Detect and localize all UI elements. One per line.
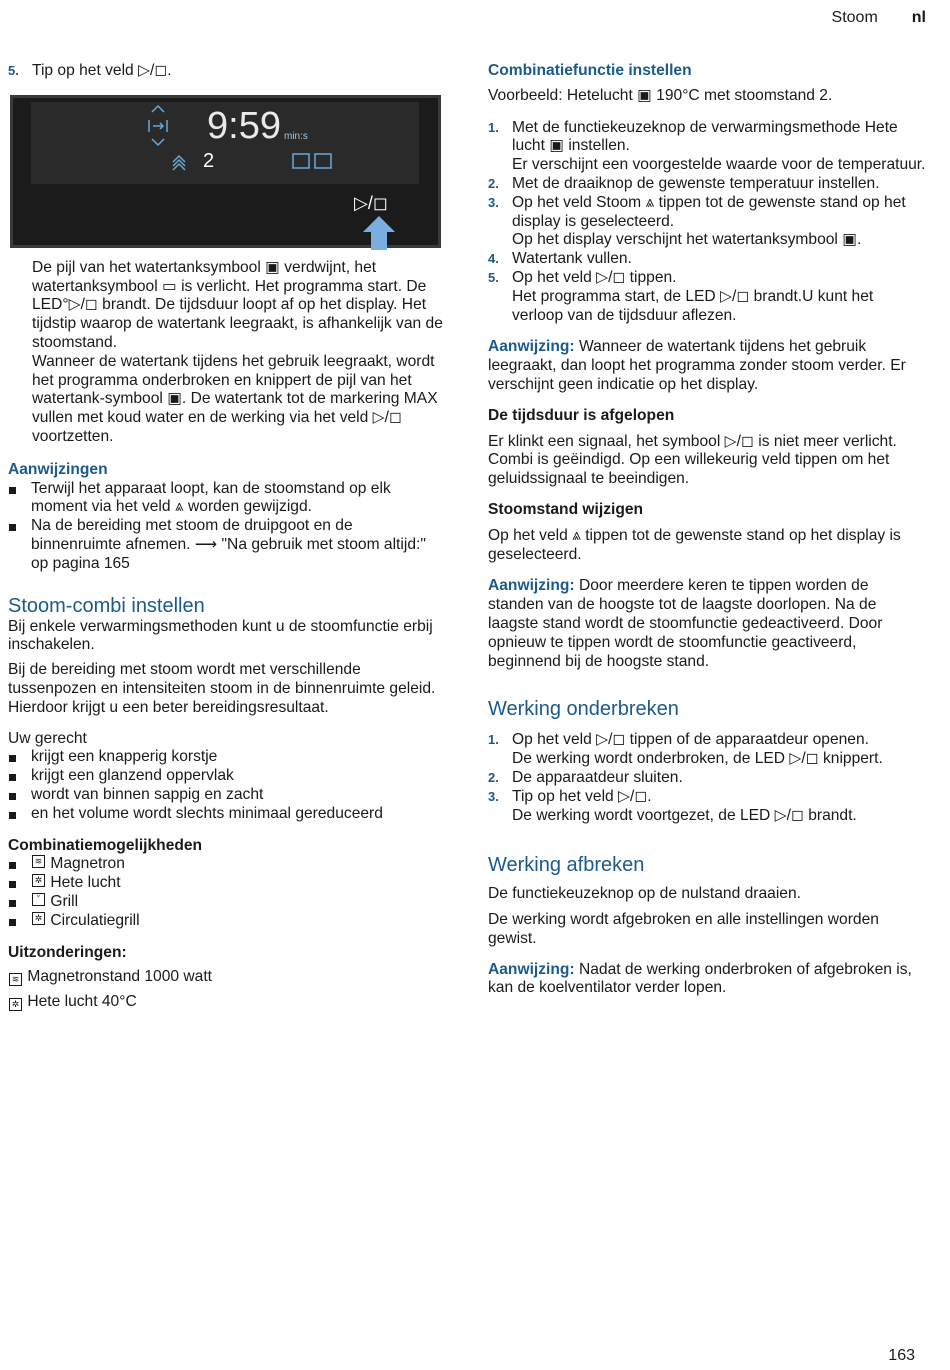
list-item: wordt van binnen sappig en zacht [8,786,443,805]
subheading: Combinatiemogelijkheden [8,836,203,854]
microwave-icon: ≋ [9,973,22,986]
section-heading: Werking afbreken [488,854,645,877]
left-column [8,62,443,1012]
list-item: 1. Op het veld ▷/◻ tippen of de apparaatdeur openen. De werking wordt onderbroken, de LED ▷/◻ knippert. [488,731,883,768]
paragraph: Wanneer de watertank tijdens het gebruik leegraakt, wordt het programma onderbroken en knippert de pijl van het watertank-symbool ▣. De watertank tot de markering MAX vullen met koud water en de werking via het veld ▷/◻ voortzetten. [32,352,438,445]
header-section: Stoom [831,9,878,26]
list-item: 5. Op het veld ▷/◻ tippen. Het programma start, de LED ▷/◻ brandt.U kunt het verloop van de tijdsduur aflezen. [488,268,874,324]
right-column [488,62,928,998]
grill-icon: ˘ [32,893,45,906]
paragraph: Er klinkt een signaal, het symbool ▷/◻ is niet meer verlicht. Combi is geëindigd. Op een willekeurig veld tippen om het geluidssignaal te beeindigen. [488,432,897,488]
step-5 [8,62,443,81]
hot-air-icon: ✲ [32,874,45,887]
steps-list [488,731,928,825]
paragraph: Voorbeeld: Hetelucht ▣ 190°C met stoomstand 2. [488,86,833,104]
microwave-icon: ≋ [32,855,45,868]
start-stop-symbol: ▷/◻ [354,192,388,213]
paragraph: De werking wordt afgebroken en alle instellingen worden gewist. [488,911,879,947]
paragraph: Bij de bereiding met stoom wordt met verschillende tussenpozen en intensiteiten stoom in de binnenruimte geleid. Hierdoor krijgt u een beter bereidingsresultaat. [8,661,436,716]
display-steam-level: 2 [203,149,215,172]
subheading: Stoomstand wijzigen [488,500,644,518]
display-panel [31,102,419,184]
section-heading: Werking onderbreken [488,698,679,721]
list-item: Na de bereiding met stoom de druipgoot en de binnenruimte afnemen. ⟶ "Na gebruik met stoom altijd:" op pagina 165 [8,517,443,573]
list-item: 3. Op het veld Stoom ⩓ tippen tot de gewenste stand op het display is geselecteerd. Op het display verschijnt het watertanksymbool ▣. [488,193,906,249]
list-item: Terwijl het apparaat loopt, kan de stoomstand op elk moment via het veld ⩓ worden gewijzigd. [8,480,443,518]
header-language: nl [911,9,926,26]
down-chevron-icon [152,139,164,145]
paragraph: Op het veld ⩓ tippen tot de gewenste stand op het display is geselecteerd. [488,526,901,563]
list-item: 3. Tip op het veld ▷/◻. De werking wordt voortgezet, de LED ▷/◻ brandt. [488,787,857,824]
display-unit: min:s [284,130,308,142]
exception-item: ✲ Hete lucht 40°C [8,993,443,1012]
subheading: De tijdsduur is afgelopen [488,406,675,424]
list-item: 2. Met de draaiknop de gewenste temperatuur instellen. [488,174,880,192]
notes-heading: Aanwijzingen [8,460,108,478]
step-text: Tip op het veld ▷/◻. [32,62,172,79]
list-item: ✲ Hete lucht [8,874,443,893]
list-item: 2. De apparaatdeur sluiten. [488,768,683,786]
note: Aanwijzing: Door meerdere keren te tippen worden de standen van de hoogste tot de laagste doorlopen. Na de laagste stand wordt de stoomfunctie gedeactiveerd. Door opnieuw te tippen wordt de stoomfunctie geactiveerd, beginnend bij de hoogste stand. [488,577,883,670]
exception-item: ≋ Magnetronstand 1000 watt [8,968,443,987]
paragraph: De functiekeuzeknop op de nulstand draaien. [488,885,801,903]
paragraph: Bij enkele verwarmingsmethoden kunt u de stoomfunctie erbij inschakelen. [8,617,433,654]
paragraph: Uw gerecht [8,729,87,747]
list-item: ˘ Grill [8,893,443,912]
subheading: Uitzonderingen: [8,943,127,961]
steps-list [488,119,928,326]
step-number: 5. [8,63,19,78]
list-item: krijgt een knapperig korstje [8,748,443,767]
list-item: 4. Watertank vullen. [488,250,632,268]
note: Aanwijzing: Nadat de werking onderbroken of afgebroken is, kan de koelventilator verder lopen. [488,960,912,997]
note: Aanwijzing: Wanneer de watertank tijdens het gebruik leegraakt, dan loopt het programma zonder stoom verder. Er verschijnt geen indicatie op het display. [488,338,906,393]
circulating-grill-icon: ✲ [32,912,45,925]
page-header [832,9,926,28]
page-number: 163 [888,1347,915,1365]
arrow-up-icon [359,216,399,250]
list-item: ✲ Circulatiegrill [8,912,443,931]
section-heading: Stoom-combi instellen [8,594,205,617]
list-item: ≋ Magnetron [8,855,443,874]
list-item: krijgt een glanzend oppervlak [8,767,443,786]
display-time: 9:59 [207,104,281,147]
subheading: Combinatiefunctie instellen [488,62,692,79]
list-item: en het volume wordt slechts minimaal gereduceerd [8,805,443,824]
oven-display-illustration [10,95,441,248]
list-item: 1. Met de functiekeuzeknop de verwarmingsmethode Hete lucht ▣ instellen. Er verschijnt een voorgestelde waarde voor de temperatuur. [488,118,926,174]
up-chevron-icon [152,106,164,112]
hot-air-icon: ✲ [9,998,22,1011]
paragraph: De pijl van het watertanksymbool ▣ verdwijnt, het watertanksymbool ▭ is verlicht. Het programma start. De LED°▷/◻ brandt. De tijdsduur loopt af op het display. Het tijdstip waarop de watertank leegraakt, is afhankelijk van de stoomstand. [32,258,443,351]
